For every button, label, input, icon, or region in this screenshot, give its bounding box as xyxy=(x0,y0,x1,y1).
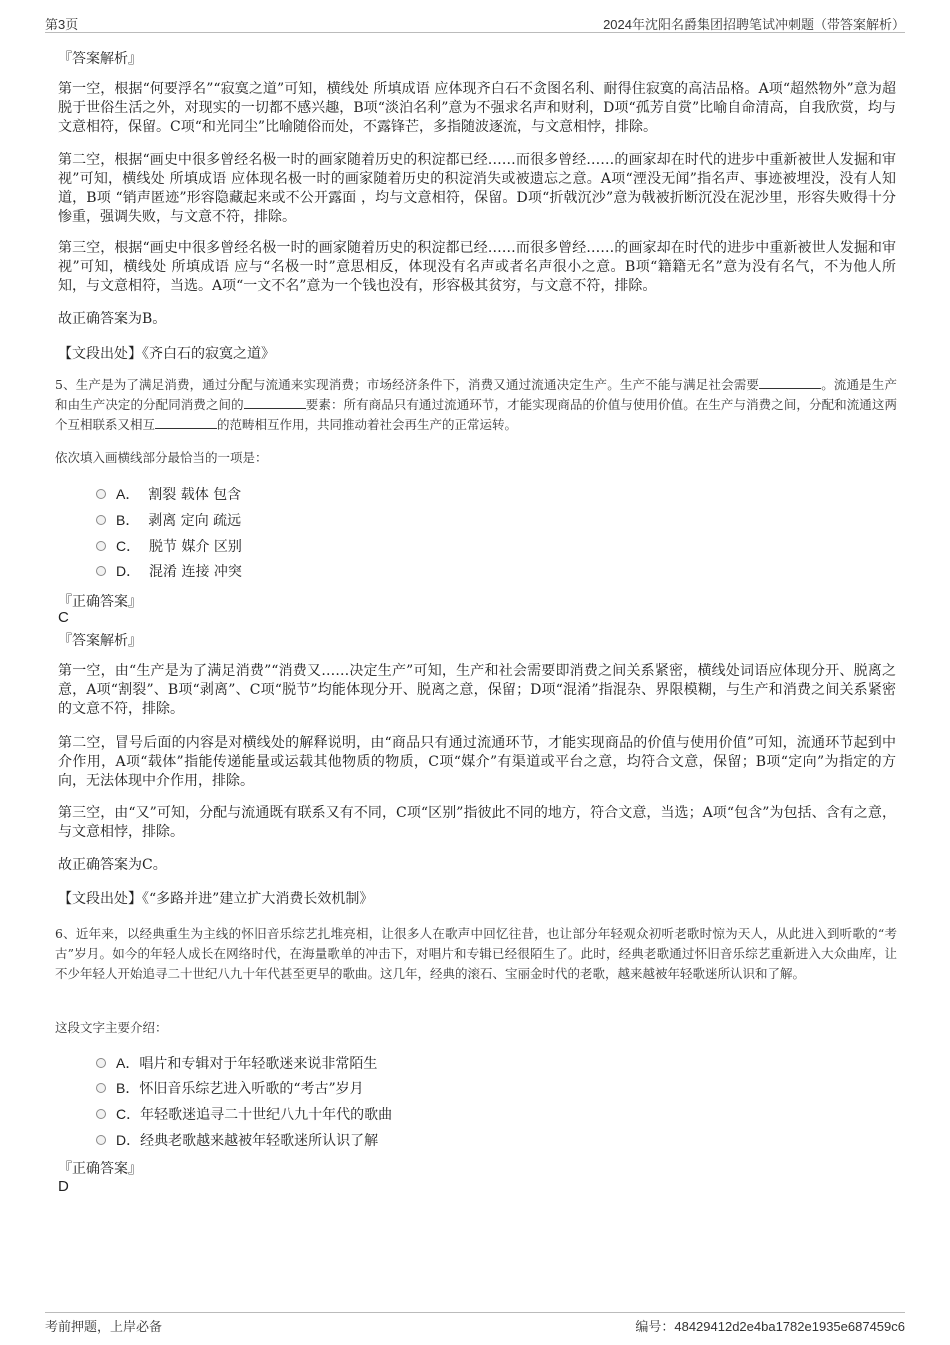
page-number: 第3页 xyxy=(45,17,79,32)
q6-prompt: 这段文字主要介绍： xyxy=(55,1020,168,1035)
q4-conclusion: 故正确答案为B。 xyxy=(58,311,167,327)
q6-answer: D xyxy=(58,1178,69,1195)
q5-analysis-label: 『答案解析』 xyxy=(58,633,142,649)
q6-option-b-letter: B． xyxy=(116,1080,140,1096)
q5-stem-part-c: 要素：所有商品只有通过流通环节，才能实现商品的价值与使用价值。在生产与消费之间，分配和流通这两个互相联系又相互 xyxy=(55,397,897,432)
q6-option-c[interactable] xyxy=(96,1104,392,1124)
blank-1 xyxy=(759,376,821,389)
blank-2 xyxy=(244,396,306,409)
q5-answer-label: 『正确答案』 xyxy=(58,594,142,610)
q6-option-d-text: 经典老歌越来越被年轻歌迷所认识了解 xyxy=(140,1133,379,1149)
q6-option-d[interactable] xyxy=(96,1130,378,1150)
q4-analysis-p3: 第三空，根据“画史中很多曾经名极一时的画家随着历史的积淀都已经……而很多曾经……的画家却在时代的进步中重新被世人发掘和审视”可知，横线处 所填成语 应与“名极一时”意思相反，体现没有名声或者名声很小之意。B项“籍籍无名”意为没有名气，不为他人所知，与文意相符，当选。A项“一文不名”意为一个钱也没有，形容极其贫穷，与文意不符，排除。 xyxy=(58,240,896,294)
radio-icon[interactable] xyxy=(96,541,106,551)
q5-option-c[interactable] xyxy=(96,536,242,556)
q5-source-title: 《“多路并进”建立扩大消费长效机制》 xyxy=(142,891,374,907)
q4-source xyxy=(58,343,275,363)
q5-analysis-p2: 第二空，冒号后面的内容是对横线处的解释说明，由“商品只有通过流通环节，才能实现商品的价值与使用价值”可知，流通环节起到中介作用，A项“载体”指能传递能量或运载其他物质的物质，C项“媒介”有渠道或平台之意，均符合文意，保留；B项“定向”为指定的方向，无法体现中介作用，排除。 xyxy=(58,735,896,789)
q5-stem-part-d: 的范畴相互作用，共同推动着社会再生产的正常运转。 xyxy=(217,417,518,432)
q4-analysis-label: 『答案解析』 xyxy=(58,51,142,67)
q6-option-c-letter: C． xyxy=(116,1106,141,1122)
q5-conclusion: 故正确答案为C。 xyxy=(58,857,167,873)
q5-stem-part-a: 5、生产是为了满足消费，通过分配与流通来实现消费；市场经济条件下，消费又通过流通决定生产。生产不能与满足社会需要 xyxy=(55,377,760,392)
q6-option-c-text: 年轻歌迷追寻二十世纪八九十年代的歌曲 xyxy=(140,1107,393,1123)
q5-answer: C xyxy=(58,609,69,626)
q6-option-a-text: 唱片和专辑对于年轻歌迷来说非常陌生 xyxy=(139,1056,378,1072)
q4-analysis-p2: 第二空，根据“画史中很多曾经名极一时的画家随着历史的积淀都已经……而很多曾经……的画家却在时代的进步中重新被世人发掘和审视”可知，横线处 所填成语 应体现名极一时的画家随着历史的积淀消失或被遗忘之意。A项“湮没无闻”指名声、事迹被埋没，没有人知道，B项 “销声匿迹”形容隐藏起来或不公开露面 ，均与文意相符，保留。D项“折戟沉沙”意为戟被折断沉没在泥沙里，形容失败得十分惨重，强调失败，与文意不符，排除。 xyxy=(58,152,896,225)
q5-option-a-text: 割裂 载体 包含 xyxy=(148,487,242,503)
radio-icon[interactable] xyxy=(96,515,106,525)
q5-option-a-letter: A． xyxy=(116,486,140,502)
q5-option-b-letter: B． xyxy=(116,512,140,528)
q5-option-d-letter: D． xyxy=(116,563,141,579)
q5-analysis-p1: 第一空，由“生产是为了满足消费”“消费又……决定生产”可知，生产和社会需要即消费之间关系紧密，横线处词语应体现分开、脱离之意，A项“割裂”、B项“剥离”、C项“脱节”均能体现分开、脱离之意，保留；D项“混淆”指混杂、界限模糊，与生产和消费之间关系紧密的文意不符，排除。 xyxy=(58,663,896,717)
q5-stem-part-b: 。流通是生产和由生产决定的分配同消费之间的 xyxy=(55,377,897,412)
document-title: 2024年沈阳名爵集团招聘笔试冲刺题（带答案解析） xyxy=(603,17,905,32)
q5-option-d[interactable] xyxy=(96,561,242,581)
radio-icon[interactable] xyxy=(96,1135,106,1145)
q5-prompt: 依次填入画横线部分最恰当的一项是： xyxy=(55,450,268,465)
q5-stem xyxy=(55,375,897,435)
page-header xyxy=(45,12,905,33)
q5-option-a[interactable] xyxy=(96,484,241,504)
q6-option-a-letter: A． xyxy=(116,1055,140,1071)
q4-analysis-p1: 第一空，根据“何要浮名”“寂寞之道”可知，横线处 所填成语 应体现齐白石不贪图名利、耐得住寂寞的高洁品格。A项“超然物外”意为超脱于世俗生活之外，对现实的一切都不感兴趣，B项“淡泊名利”意为不强求名声和财利，D项“孤芳自赏”比喻自命清高，自我欣赏，均与文意相符，保留。C项“和光同尘”比喻随俗而处，不露锋芒，多指随波逐流，与文意相悖，排除。 xyxy=(58,81,896,135)
q5-option-d-text: 混淆 连接 冲突 xyxy=(149,564,242,580)
q6-option-a[interactable] xyxy=(96,1053,377,1073)
q5-option-c-text: 脱节 媒介 区别 xyxy=(149,539,242,555)
radio-icon[interactable] xyxy=(96,1109,106,1119)
q6-option-d-letter: D． xyxy=(116,1132,141,1148)
q5-analysis-p3: 第三空，由“又”可知，分配与流通既有联系又有不同，C项“区别”指彼此不同的地方，符合文意，当选；A项“包含”为包括、含有之意，与文意相悖，排除。 xyxy=(58,805,896,840)
q5-option-c-letter: C． xyxy=(116,538,141,554)
q5-source xyxy=(58,888,373,908)
document-serial-number: 编号：48429412d2e4ba1782e1935e687459c6 xyxy=(635,1319,905,1334)
q5-option-b-text: 剥离 定向 疏远 xyxy=(148,513,242,529)
q6-answer-label: 『正确答案』 xyxy=(58,1161,142,1177)
page-footer xyxy=(45,1312,905,1335)
footer-slogan: 考前押题，上岸必备 xyxy=(45,1319,163,1334)
radio-icon[interactable] xyxy=(96,566,106,576)
radio-icon[interactable] xyxy=(96,489,106,499)
radio-icon[interactable] xyxy=(96,1083,106,1093)
q4-source-label: 【文段出处】 xyxy=(58,346,142,362)
q6-option-b[interactable] xyxy=(96,1078,364,1098)
q5-source-label: 【文段出处】 xyxy=(58,891,142,907)
q6-stem: 6、近年来，以经典重生为主线的怀旧音乐综艺扎堆亮相，让很多人在歌声中回忆往昔，也让部分年轻观众初听老歌时惊为天人，从此进入到听歌的“考古”岁月。如今的年轻人成长在网络时代，在海量歌单的冲击下，对唱片和专辑已经很陌生了。此时，经典老歌通过怀旧音乐综艺重新进入大众曲库，让不少年轻人开始追寻二十世纪八九十年代甚至更早的歌曲。这几年，经典的滚石、宝丽金时代的老歌，越来越被年轻歌迷所认识和了解。 xyxy=(55,926,897,981)
blank-3 xyxy=(155,416,217,429)
q6-option-b-text: 怀旧音乐综艺进入听歌的“考古”岁月 xyxy=(139,1081,364,1097)
q5-option-b[interactable] xyxy=(96,510,241,530)
radio-icon[interactable] xyxy=(96,1058,106,1068)
q4-source-title: 《齐白石的寂寞之道》 xyxy=(142,346,275,362)
